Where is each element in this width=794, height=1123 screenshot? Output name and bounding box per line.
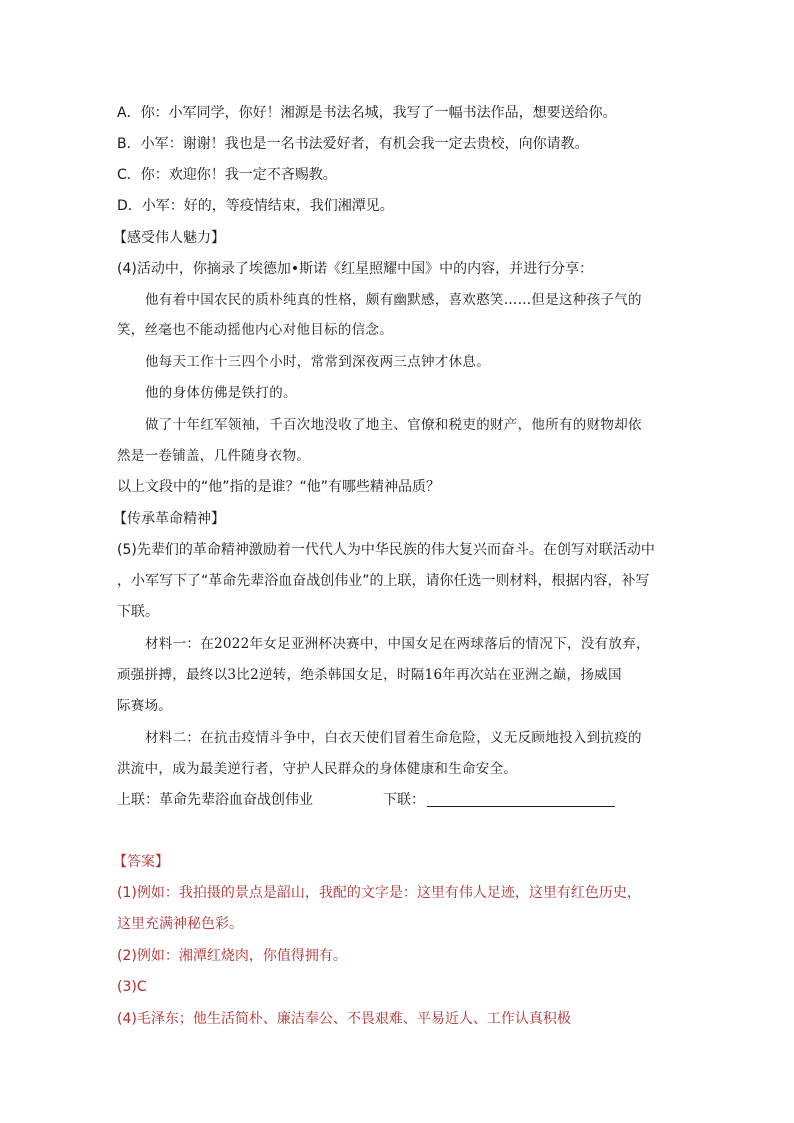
option-c: C．你：欢迎你！我一定不吝赐教。 [117,167,337,183]
section-heading-feel: 【感受伟人魅力】 [113,230,225,246]
option-b: B．小军：谢谢！我也是一名书法爱好者，有机会我一定去贵校，向你请教。 [117,136,589,152]
quote-4-line-1: 做了十年红军领袖，千百次地没收了地主、官僚和税吏的财产，他所有的财物却依 [145,417,642,433]
question-5-prompt-line-3: 下联。 [117,604,159,620]
couplet-lower-blank [427,792,615,807]
couplet-lower [383,790,643,810]
material-1-line-1: 材料一：在2022年女足亚洲杯决赛中，中国女足在两球落后的情况下，没有放弃， [145,636,650,652]
answer-2: (2)例如：湘潭红烧肉，你值得拥有。 [117,948,347,964]
material-2-line-2: 洪流中，成为最美逆行者，守护人民群众的身体健康和生命安全。 [117,761,518,777]
quote-1-line-2: 笑，丝毫也不能动摇他内心对他目标的信念。 [117,322,393,338]
question-4-prompt: (4)活动中，你摘录了埃德加•斯诺《红星照耀中国》中的内容，并进行分享： [117,261,594,277]
couplet-lower-label: 下联： [383,792,425,808]
material-1-line-3: 际赛场。 [117,698,173,714]
answer-3: (3)C [117,979,147,995]
question-4-question: 以上文段中的“他”指的是谁？“他”有哪些精神品质？ [117,479,441,495]
quote-3: 他的身体仿佛是铁打的。 [145,385,297,401]
material-1-line-2: 顽强拼搏，最终以3比2逆转，绝杀韩国女足，时隔16年再次站在亚洲之巅，扬威国 [117,667,622,683]
couplet-upper: 上联：革命先辈浴血奋战创伟业 [117,792,313,808]
quote-4-line-2: 然是一卷铺盖，几件随身衣物。 [117,448,311,464]
quote-1-line-1: 他有着中国农民的质朴纯真的性格，颇有幽默感，喜欢憨笑……但是这种孩子气的 [145,292,642,308]
answer-1-line-1: (1)例如：我拍摄的景点是韶山，我配的文字是：这里有伟人足迹，这里有红色历史， [117,885,641,901]
option-a: A．你：小军同学，你好！湘源是书法名城，我写了一幅书法作品，想要送给你。 [117,105,617,121]
section-heading-inherit: 【传承革命精神】 [113,511,225,527]
option-d: D．小军：好的，等疫情结束，我们湘潭见。 [117,198,394,214]
question-5-prompt-line-1: (5)先辈们的革命精神激励着一代代人为中华民族的伟大复兴而奋斗。在创写对联活动中 [117,542,655,558]
answer-heading: 【答案】 [113,854,169,870]
answer-1-line-2: 这里充满神秘色彩。 [117,916,243,932]
quote-2: 他每天工作十三四个小时，常常到深夜两三点钟才休息。 [145,354,490,370]
answer-4: (4)毛泽东；他生活简朴、廉洁奉公、不畏艰难、平易近人、工作认真积极 [117,1011,571,1027]
material-2-line-1: 材料二：在抗击疫情斗争中，白衣天使们冒着生命危险，义无反顾地投入到抗疫的 [145,730,642,746]
question-5-prompt-line-2: ，小军写下了“革命先辈浴血奋战创伟业”的上联，请你任选一则材料，根据内容，补写 [117,573,650,589]
